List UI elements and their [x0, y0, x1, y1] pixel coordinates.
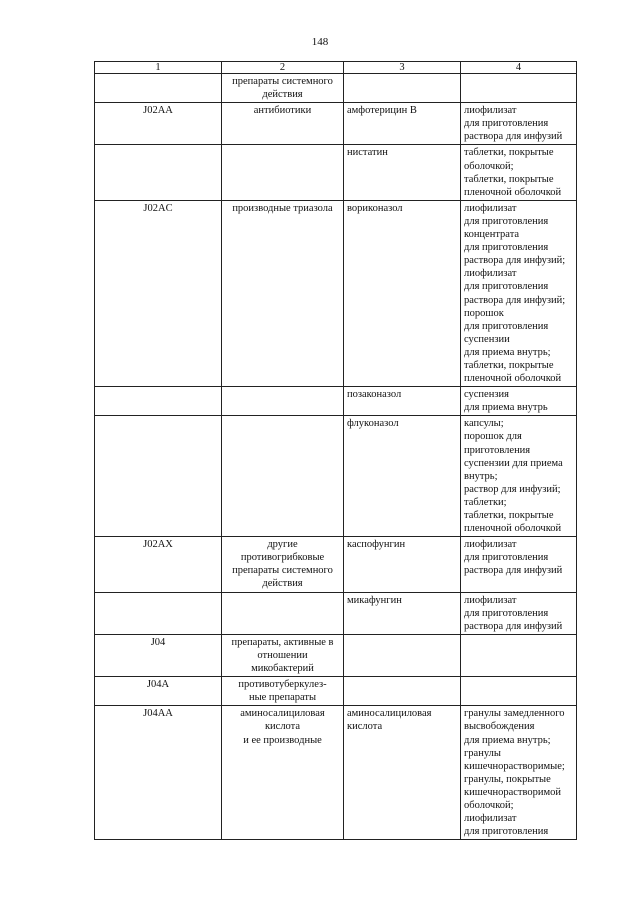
drug-name-cell: амфотерицин В — [344, 103, 461, 145]
dosage-form-cell: гранулы замедленного высвобождения для приема внутрь; гранулы кишечнорастворимые; гранулы, покрытые кишечнорастворимой оболочкой; лиофилизат для приготовления — [461, 706, 577, 840]
table-row — [95, 592, 577, 634]
atc-code-cell: J02AC — [95, 200, 222, 386]
dosage-form-cell: лиофилизат для приготовления раствора для инфузий — [461, 537, 577, 592]
table-row — [95, 634, 577, 676]
header-cell-2: 2 — [222, 62, 344, 74]
page-number: 148 — [311, 36, 329, 48]
group-cell — [222, 416, 344, 537]
table-row — [95, 103, 577, 145]
group-cell: другие противогрибковые препараты системного действия — [222, 537, 344, 592]
header-cell-1: 1 — [95, 62, 222, 74]
header-cell-4: 4 — [461, 62, 577, 74]
atc-code-cell — [95, 387, 222, 416]
drug-table — [94, 61, 577, 840]
atc-code-cell — [95, 74, 222, 103]
atc-code-cell: J02AX — [95, 537, 222, 592]
drug-name-cell — [344, 74, 461, 103]
atc-code-cell — [95, 145, 222, 200]
table-row — [95, 145, 577, 200]
dosage-form-cell: таблетки, покрытые оболочкой; таблетки, покрытые пленочной оболочкой — [461, 145, 577, 200]
table-row — [95, 74, 577, 103]
drug-name-cell: позаконазол — [344, 387, 461, 416]
atc-code-cell — [95, 592, 222, 634]
drug-name-cell: вориконазол — [344, 200, 461, 386]
dosage-form-cell — [461, 74, 577, 103]
drug-name-cell: микафунгин — [344, 592, 461, 634]
atc-code-cell — [95, 416, 222, 537]
group-cell: препараты системного действия — [222, 74, 344, 103]
table-header-row — [95, 62, 577, 74]
atc-code-cell: J04AA — [95, 706, 222, 840]
group-cell: противотуберкулез- ные препараты — [222, 677, 344, 706]
atc-code-cell: J04A — [95, 677, 222, 706]
atc-code-cell: J02AA — [95, 103, 222, 145]
atc-code-cell: J04 — [95, 634, 222, 676]
dosage-form-cell: лиофилизат для приготовления раствора для инфузий — [461, 592, 577, 634]
drug-name-cell — [344, 634, 461, 676]
table-row — [95, 706, 577, 840]
table-row — [95, 387, 577, 416]
header-cell-3: 3 — [344, 62, 461, 74]
group-cell: производные триазола — [222, 200, 344, 386]
dosage-form-cell: суспензия для приема внутрь — [461, 387, 577, 416]
group-cell: препараты, активные в отношении микобактерий — [222, 634, 344, 676]
drug-name-cell: нистатин — [344, 145, 461, 200]
dosage-form-cell — [461, 677, 577, 706]
dosage-form-cell: капсулы; порошок для приготовления суспензии для приема внутрь; раствор для инфузий; таблетки; таблетки, покрытые пленочной оболочкой — [461, 416, 577, 537]
dosage-form-cell: лиофилизат для приготовления раствора для инфузий — [461, 103, 577, 145]
dosage-form-cell: лиофилизат для приготовления концентрата для приготовления раствора для инфузий; лиофилизат для приготовления раствора для инфузий; порошок для приготовления суспензии для приема внутрь; таблетки, покрытые пленочной оболочкой — [461, 200, 577, 386]
table-row — [95, 200, 577, 386]
drug-name-cell: флуконазол — [344, 416, 461, 537]
dosage-form-cell — [461, 634, 577, 676]
drug-name-cell: каспофунгин — [344, 537, 461, 592]
drug-name-cell: аминосалициловая кислота — [344, 706, 461, 840]
table-row — [95, 537, 577, 592]
drug-name-cell — [344, 677, 461, 706]
table-row — [95, 416, 577, 537]
group-cell — [222, 592, 344, 634]
table-row — [95, 677, 577, 706]
group-cell — [222, 387, 344, 416]
group-cell — [222, 145, 344, 200]
group-cell: аминосалициловая кислота и ее производные — [222, 706, 344, 840]
group-cell: антибиотики — [222, 103, 344, 145]
